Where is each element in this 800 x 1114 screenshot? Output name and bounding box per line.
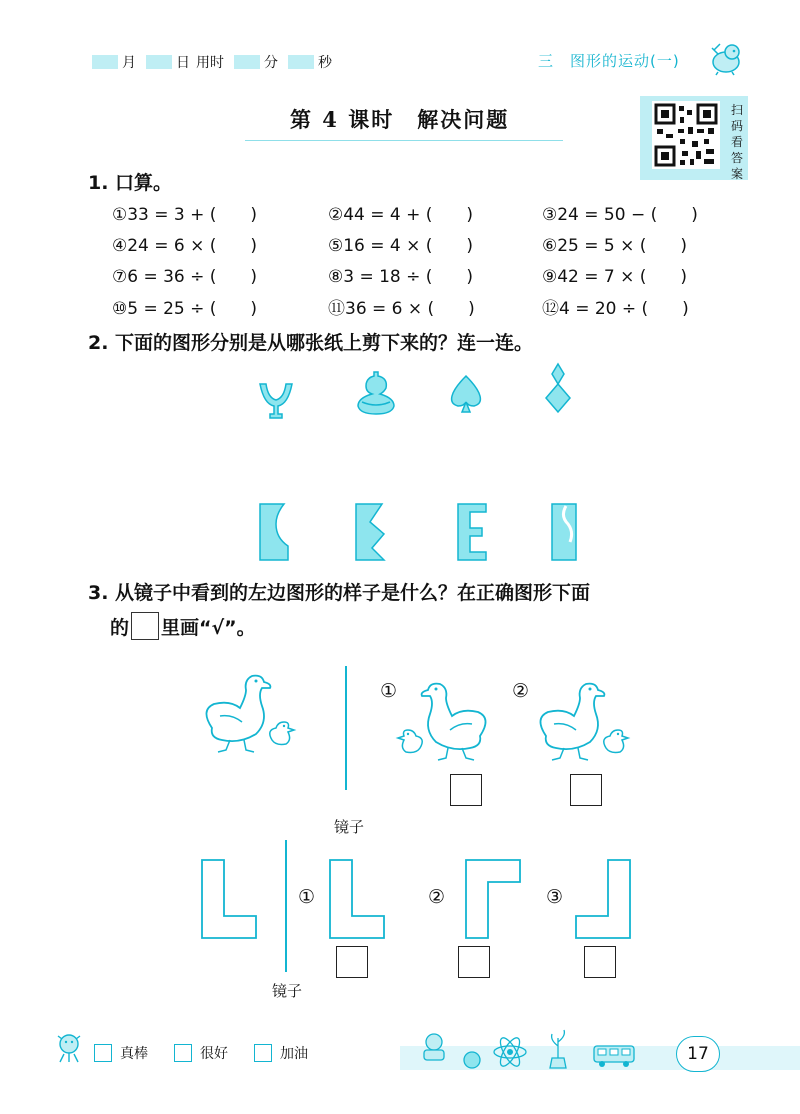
l-option-1-label: ① [298,886,316,908]
q3-heading-post: 里画“√”。 [161,616,256,639]
rating-try-label: 加油 [280,1046,308,1062]
cut-shape-gourd-icon[interactable] [358,372,394,414]
minutes-label: 分 [264,55,278,71]
q1-item[interactable]: ③24 = 50 − ( ) [542,205,698,225]
l-shapes-figure [196,840,646,984]
q2-heading: 2. 下面的图形分别是从哪张纸上剪下来的？连一连。 [88,332,534,354]
q1-item[interactable]: ⑥25 = 5 × ( ) [542,236,688,256]
duck-option-2-icon [540,684,628,760]
cut-shape-double-diamond-icon[interactable] [546,364,570,412]
q1-item[interactable]: ⑩5 = 25 ÷ ( ) [112,299,258,319]
footer-mascot-icon [52,1030,86,1068]
l-option-2-checkbox[interactable] [458,946,490,978]
cut-shape-spade-icon[interactable] [452,376,481,412]
seconds-label: 秒 [318,55,332,71]
time-used-label: 用时 [196,55,224,71]
l-original-icon [202,860,256,938]
bus-icon [594,1046,634,1067]
paper-option-icon[interactable] [552,504,576,560]
seconds-blank[interactable] [288,55,314,69]
paper-option-icon[interactable] [260,504,288,560]
mascot-icon [706,40,746,80]
cut-shape-fork-icon[interactable] [260,384,292,418]
qr-label-char: 码 [730,119,743,133]
q2-figure [248,362,588,576]
q1-item[interactable]: ②44 = 4 + ( ) [328,205,474,225]
l-option-2-icon [466,860,520,938]
date-time-header [88,52,338,72]
duck-option-1-checkbox[interactable] [450,774,482,806]
paper-option-icon[interactable] [458,504,486,560]
page-title: 第 4 课时 解决问题 [290,107,510,132]
month-blank[interactable] [92,55,118,69]
footer-decoration [418,1024,678,1076]
qr-label-char: 扫 [730,103,743,117]
l-option-3-icon [576,860,630,938]
qr-label-char: 案 [730,167,743,181]
page-number: 17 [676,1036,720,1072]
q1-item[interactable]: ⑪36 = 6 × ( ) [328,299,475,319]
q1-item[interactable]: ⑫4 = 20 ÷ ( ) [542,299,689,319]
q1-item[interactable]: ⑧3 = 18 ÷ ( ) [328,267,474,287]
l-option-1-checkbox[interactable] [336,946,368,978]
duck-option-2-label: ② [512,680,530,702]
l-option-3-checkbox[interactable] [584,946,616,978]
ball-icon [464,1052,480,1068]
qr-label [730,102,744,182]
plant-icon [550,1030,566,1068]
rating-good-label: 很好 [200,1046,228,1062]
duck-option-1-icon [398,684,486,760]
qr-code-icon[interactable] [652,101,720,169]
q3-heading-line1: 3. 从镜子中看到的左边图形的样子是什么？在正确图形下面 [88,582,591,604]
month-label: 月 [122,55,136,71]
l-option-3-label: ③ [546,886,564,908]
duck-option-1-label: ① [380,680,398,702]
q1-item[interactable]: ①33 = 3 + ( ) [112,205,258,225]
chapter-title: 三 图形的运动(一) [538,52,680,70]
duck-original-icon [206,676,294,752]
q1-item[interactable]: ⑦6 = 36 ÷ ( ) [112,267,258,287]
rating-great-checkbox[interactable] [94,1044,112,1062]
mirror-label-1: 镜子 [334,818,365,836]
q3-heading-line2 [110,612,256,640]
q3-heading-pre: 的 [110,616,130,639]
l-option-1-icon [330,860,384,938]
day-blank[interactable] [146,55,172,69]
title-underline [245,140,563,141]
paper-option-icon[interactable] [356,504,384,560]
q1-item[interactable]: ⑤16 = 4 × ( ) [328,236,474,256]
rating-try-checkbox[interactable] [254,1044,272,1062]
q1-item[interactable]: ④24 = 6 × ( ) [112,236,258,256]
duck-option-2-checkbox[interactable] [570,774,602,806]
rating-good-checkbox[interactable] [174,1044,192,1062]
qr-label-char: 答 [730,151,743,165]
minutes-blank[interactable] [234,55,260,69]
rating-great-label: 真棒 [120,1046,148,1062]
mirror-label-2: 镜子 [272,982,303,1000]
day-label: 日 [176,55,190,71]
q1-heading: 1. 口算。 [88,172,173,194]
answer-box-sample [131,612,159,640]
robot-icon [424,1034,444,1060]
q1-item[interactable]: ⑨42 = 7 × ( ) [542,267,688,287]
l-option-2-label: ② [428,886,446,908]
qr-label-char: 看 [730,135,743,149]
atom-icon [494,1035,526,1069]
